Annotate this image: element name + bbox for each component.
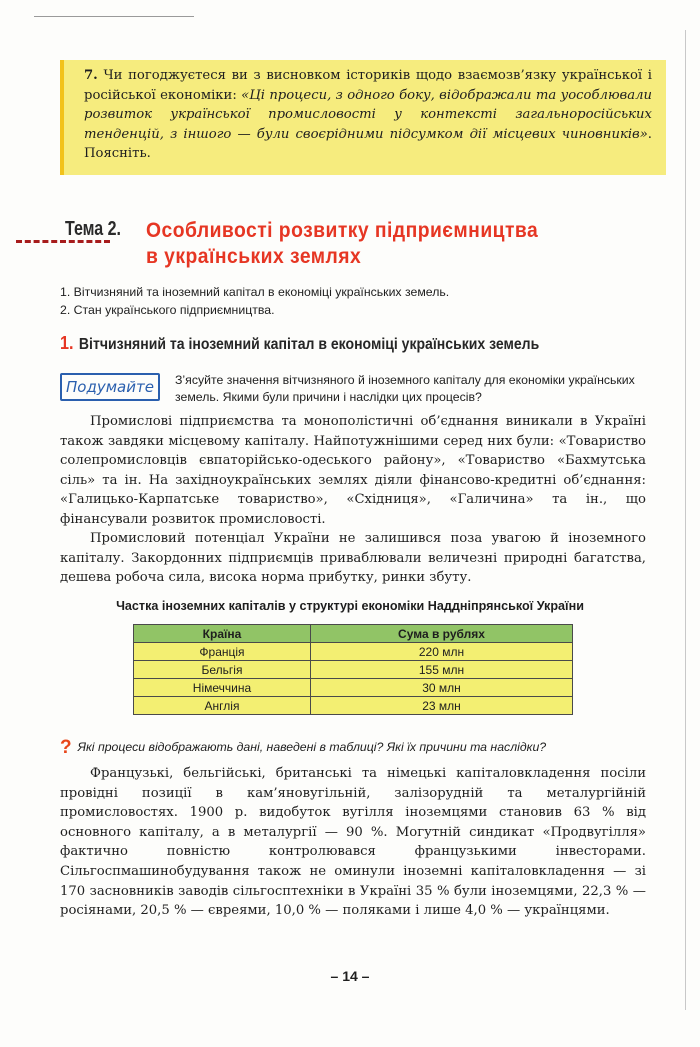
plan-item: 2. Стан українського підприємництва. — [60, 303, 275, 317]
foreign-capital-table — [133, 624, 573, 715]
table-caption: Частка іноземних капіталів у структурі економіки Наддніпрянської України — [116, 599, 584, 613]
section-heading — [60, 333, 539, 354]
table-row — [134, 661, 573, 679]
top-rule — [34, 16, 194, 17]
topic-label: Тема 2. — [65, 218, 121, 240]
cell-sum: 220 млн — [310, 643, 572, 661]
cell-sum: 155 млн — [310, 661, 572, 679]
topic-title-line1: Особливості розвитку підприємництва — [146, 219, 539, 242]
cell-sum: 23 млн — [310, 697, 572, 715]
table-row — [134, 643, 573, 661]
think-prompt: З’ясуйте значення вітчизняного й іноземного капіталу для економіки українських земель. Якими були причини і наслідки цих процесів? — [175, 373, 635, 404]
question-quote: «Ці процеси, з одного боку, відображали та уособлювали розвиток української промисловості у контексті загальноросійських тенденцій, з іншого — були своєрідними підсумком дії місцевих чиновників» — [84, 87, 652, 142]
table-question-text: Які процеси відображають дані, наведені в таблиці? Які їх причини та наслідки? — [77, 740, 547, 754]
body-text-1 — [60, 412, 646, 588]
cell-country: Англія — [134, 697, 311, 715]
header-country: Країна — [134, 625, 311, 643]
topic-title-line2: в українських землях — [146, 245, 362, 268]
right-margin-rule — [685, 30, 686, 1010]
header-sum: Сума в рублях — [310, 625, 572, 643]
table-question — [60, 737, 546, 759]
cell-country: Франція — [134, 643, 311, 661]
cell-country: Німеччина — [134, 679, 311, 697]
paragraph: Промислові підприємства та монополістичні об’єднання виникали в Україні також завдяки місцевому капіталу. Найпотужнішими серед них були: «Товариство солепромисловців євпаторійсько-одеського району», «Товариство «Бахмутська сіль» та ін. На західноукраїнських землях діяли фінансово-кредитні об’єднання: «Галицько-Карпатське товариство», «Східниця», «Галичина» та ін., що фінансували розвиток промисловості. — [60, 414, 646, 527]
topic-title — [146, 218, 538, 270]
question-tail: . Поясніть. — [84, 126, 652, 162]
plan-item: 1. Вітчизняний та іноземний капітал в економіці українських земель. — [60, 285, 450, 299]
question-lead: Чи погоджуєтеся ви з висновком істориків щодо взаємозв’язку української і російської економіки: — [84, 68, 652, 103]
question-box — [60, 60, 666, 175]
paragraph: Промисловий потенціал України не залишився поза увагою й іноземного капіталу. Закордонних підприємців приваблювали величезні природні багатства, дешева робоча сила, висока норма прибутку, ринки збуту. — [60, 531, 646, 585]
section-number: 1. — [60, 333, 74, 353]
page-number: – 14 – — [330, 968, 370, 984]
think-badge: Подумайте — [60, 373, 160, 401]
table-row — [134, 679, 573, 697]
table-header-row — [134, 625, 573, 643]
topic-heading — [0, 218, 700, 270]
section-title: Вітчизняний та іноземний капітал в економіці українських земель — [78, 336, 540, 353]
question-number: 7. — [84, 68, 98, 83]
cell-sum: 30 млн — [310, 679, 572, 697]
question-mark-icon: ? — [60, 737, 72, 758]
topic-plan — [60, 283, 449, 319]
body-text-2 — [60, 764, 646, 921]
paragraph: Французькі, бельгійські, британські та німецькі капіталовкладення посіли провідні позиції в кам’яновугільній, залізорудній та металургійній промисловостях. 1900 р. видобуток вугілля іноземцями становив 63 % від основного капіталу, а в металургії — 90 %. Могутній синдикат «Продвугілля» фактично повністю контролювався французькими інвесторами. Сільгоспмашинобудування також не оминули іноземні капіталовкладення — зі 170 засновників заводів сільгосптехніки в Україні 35 % були іноземцями, 22,3 % — росіянами, 20,5 % — євреями, 10,0 % — поляками і лише 4,0 % — українцями. — [60, 766, 646, 919]
cell-country: Бельгія — [134, 661, 311, 679]
table-row — [134, 697, 573, 715]
